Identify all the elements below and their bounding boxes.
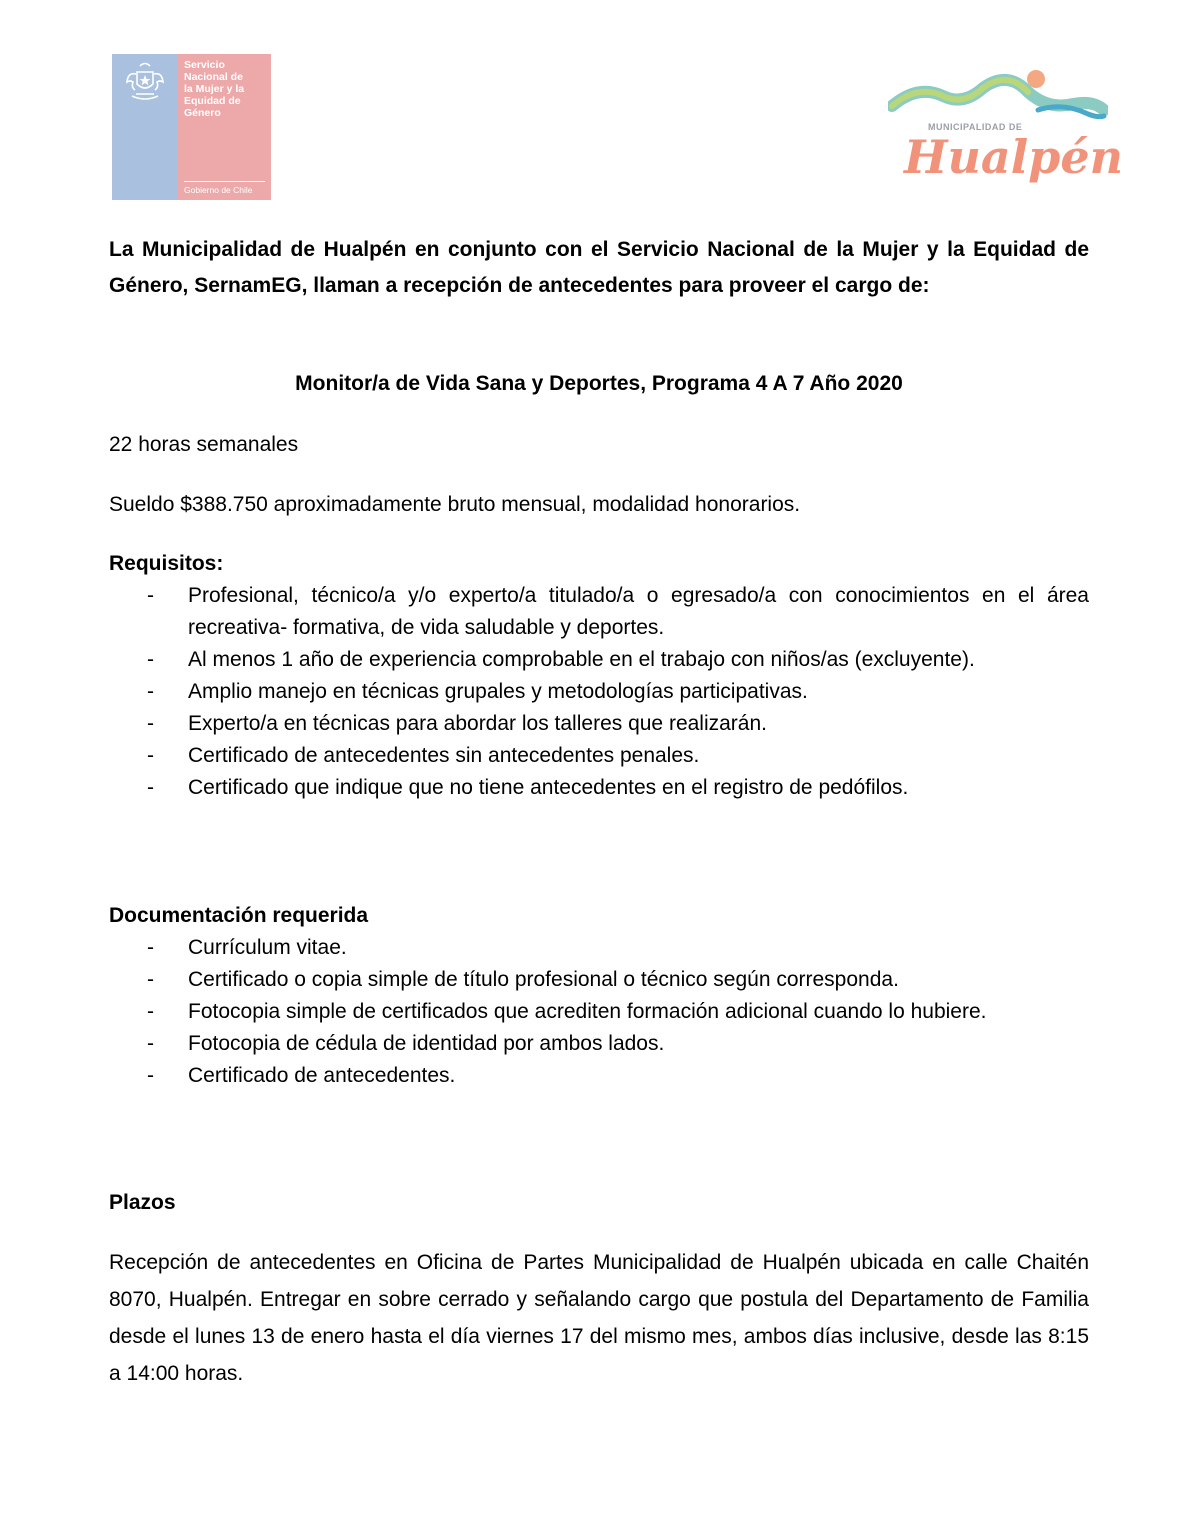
weekly-hours: 22 horas semanales xyxy=(109,433,299,456)
documento-item: - Fotocopia simple de certificados que acrediten formación adicional cuando lo hubiere. xyxy=(109,996,1089,1028)
requisito-item: - Profesional, técnico/a y/o experto/a titulado/a o egresado/a con conocimientos en el área recreativa- formativa, de vida saludable y deportes. xyxy=(109,580,1089,644)
documento-item: - Fotocopia de cédula de identidad por ambos lados. xyxy=(109,1028,1089,1060)
documento-item: - Currículum vitae. xyxy=(109,932,1089,964)
documento-item: - Certificado o copia simple de título profesional o técnico según corresponda. xyxy=(109,964,1089,996)
plazos-heading: Plazos xyxy=(109,1191,176,1214)
intro-paragraph: La Municipalidad de Hualpén en conjunto con el Servicio Nacional de la Mujer y la Equidad de Género, SernamEG, llaman a recepción de antecedentes para proveer el cargo de: xyxy=(109,238,1089,297)
documentacion-heading: Documentación requerida xyxy=(109,904,369,927)
sernameg-logo-text: Servicio Nacional de la Mujer y la Equidad de Género xyxy=(184,59,245,119)
requisito-item: - Certificado de antecedentes sin antecedentes penales. xyxy=(109,740,1089,772)
sernameg-logo xyxy=(112,54,271,200)
gobierno-de-chile-label: Gobierno de Chile xyxy=(184,185,253,195)
documentacion-list xyxy=(109,932,1089,1092)
municipalidad-hualpen-logo xyxy=(888,66,1124,196)
position-title: Monitor/a de Vida Sana y Deportes, Programa 4 A 7 Año 2020 xyxy=(295,372,903,395)
plazos-paragraph: Recepción de antecedentes en Oficina de Partes Municipalidad de Hualpén ubicada en calle Chaitén 8070, Hualpén. Entregar en sobre cerrado y señalando cargo que postula del Departamento de Familia desde el lunes 13 de enero hasta el día viernes 17 del mismo mes, ambos días inclusive, desde las 8:15 a 14:00 horas. xyxy=(109,1251,1089,1385)
requisito-item: - Certificado que indique que no tiene antecedentes en el registro de pedófilos. xyxy=(109,772,1089,804)
hualpen-wordmark: Hualpén xyxy=(904,130,1124,184)
requisito-item: - Amplio manejo en técnicas grupales y metodologías participativas. xyxy=(109,676,1089,708)
requisitos-heading: Requisitos: xyxy=(109,552,224,575)
chile-coat-of-arms-icon xyxy=(122,60,168,102)
salary-text: Sueldo $388.750 aproximadamente bruto mensual, modalidad honorarios. xyxy=(109,493,801,516)
documento-item: - Certificado de antecedentes. xyxy=(109,1060,1089,1092)
municipalidad-de-label: MUNICIPALIDAD DE xyxy=(928,122,1023,132)
requisito-item: - Experto/a en técnicas para abordar los talleres que realizarán. xyxy=(109,708,1089,740)
requisitos-list xyxy=(109,580,1089,804)
logo-divider xyxy=(184,181,265,182)
requisito-item: - Al menos 1 año de experiencia comprobable en el trabajo con niños/as (excluyente). xyxy=(109,644,1089,676)
